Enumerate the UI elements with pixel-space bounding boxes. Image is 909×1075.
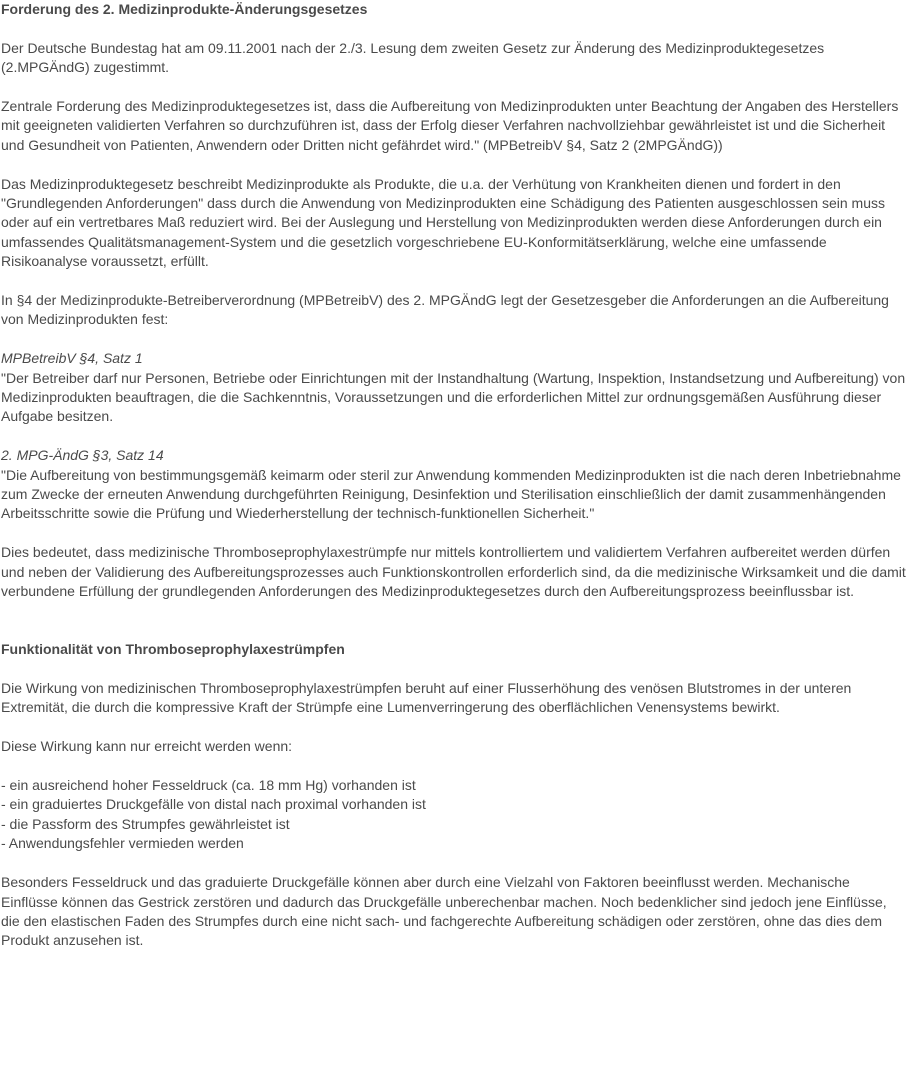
section-heading-functionality: Funktionalität von Thromboseprophylaxestrümpfen <box>1 641 345 658</box>
list-item: - ein ausreichend hoher Fesseldruck (ca. 18 mm Hg) vorhanden ist <box>1 777 416 794</box>
paragraph-influences: Besonders Fesseldruck und das graduierte Druckgefälle können aber durch eine Vielzahl von Faktoren beeinflusst werden. Mechanische Einflüsse können das Gestrick zerstören und dadurch das Druckgefälle unberechenbar machen. Noch bedenklicher sind jedoch jene Einflüsse, die den elastischen Faden des Strumpfes durch eine nicht sach- und fachgerechte Aufbereitung schädigen oder zerstören, ohne das dies dem Produkt anzusehen ist. <box>1 874 887 949</box>
paragraph-conclusion: Dies bedeutet, dass medizinische Thromboseprophylaxestrümpfe nur mittels kontrolliertem und validiertem Verfahren aufbereitet werden dürfen und neben der Validierung des Aufbereitungsprozesses auch Funktionskontrollen erforderlich sind, da die medizinische Wirksamkeit und die damit verbundene Erfüllung der grundlegenden Anforderungen des Medizinproduktegesetzes durch den Aufbereitungsprozess beeinflussbar ist. <box>1 544 906 600</box>
list-item: - ein graduiertes Druckgefälle von distal nach proximal vorhanden ist <box>1 796 426 813</box>
quote-mpg-aendg <box>1 446 907 524</box>
paragraph-mpg-description: Das Medizinproduktegesetz beschreibt Medizinprodukte als Produkte, die u.a. der Verhütung von Krankheiten dienen und fordert in den "Grundlegenden Anforderungen" dass durch die Anwendung von Medizinprodukten eine Schädigung des Patienten ausgeschlossen sein muss oder auf ein vertretbares Maß reduziert wird. Bei der Auslegung und Herstellung von Medizinprodukten werden diese Anforderungen durch ein umfassendes Qualitätsmanagement-System und die gesetzlich vorgeschriebene EU-Konformitätserklärung, welche eine umfassende Risikoanalyse voraussetzt, erfüllt. <box>1 175 885 270</box>
quote-mpbetreibv <box>1 349 907 427</box>
section-heading-requirements: Forderung des 2. Medizinprodukte-Änderungsgesetzes <box>1 1 368 17</box>
paragraph-mpbetreibv-intro: In §4 der Medizinprodukte-Betreiberverordnung (MPBetreibV) des 2. MPGÄndG legt der Gesetzesgeber die Anforderungen an die Aufbereitung von Medizinprodukten fest: <box>1 292 889 328</box>
quote-text: "Der Betreiber darf nur Personen, Betriebe oder Einrichtungen mit der Instandhaltung (Wartung, Inspektion, Instandsetzung und Aufbereitung) von Medizinprodukten beauftragen, die die Sachkenntnis, Voraussetzungen und die erforderlichen Mittel zur ordnungsgemäßen Ausführung dieser Aufgabe besitzen. <box>1 369 906 425</box>
quote-title: MPBetreibV §4, Satz 1 <box>1 350 143 367</box>
quote-text: "Die Aufbereitung von bestimmungsgemäß keimarm oder steril zur Anwendung kommenden Medizinprodukten ist die nach deren Inbetriebnahme zum Zwecke der erneuten Anwendung durchgeführten Reinigung, Desinfektion und Sterilisation einschließlich der damit zusammenhängenden Arbeitsschritte sowie die Prüfung und Wiederherstellung der technisch-funktionellen Sicherheit." <box>1 466 901 522</box>
paragraph-effect: Die Wirkung von medizinischen Thromboseprophylaxestrümpfen beruht auf einer Flusserhöhung des venösen Blutstromes in der unteren Extremität, die durch die kompressive Kraft der Strümpfe eine Lumenverringerung des oberflächlichen Venensystems bewirkt. <box>1 680 852 716</box>
paragraph-central-requirement: Zentrale Forderung des Medizinproduktegesetzes ist, dass die Aufbereitung von Medizinprodukten unter Beachtung der Angaben des Herstellers mit geeigneten validierten Verfahren so durchzuführen ist, dass der Erfolg dieser Verfahren nachvollziehbar gewährleistet ist und die Sicherheit und Gesundheit von Patienten, Anwendern oder Dritten nicht gefährdet wird." (MPBetreibV §4, Satz 2 (2MPGÄndG)) <box>1 98 899 153</box>
paragraph-conditions-intro: Diese Wirkung kann nur erreicht werden wenn: <box>1 738 293 755</box>
list-item: - die Passform des Strumpfes gewährleistet ist <box>1 815 290 832</box>
list-item: - Anwendungsfehler vermieden werden <box>1 835 244 852</box>
conditions-list <box>1 776 907 854</box>
paragraph-bundestag: Der Deutsche Bundestag hat am 09.11.2001 nach der 2./3. Lesung dem zweiten Gesetz zur Änderung des Medizinproduktegesetzes (2.MPGÄndG) zugestimmt. <box>1 39 825 76</box>
quote-title: 2. MPG-ÄndG §3, Satz 14 <box>1 447 164 464</box>
